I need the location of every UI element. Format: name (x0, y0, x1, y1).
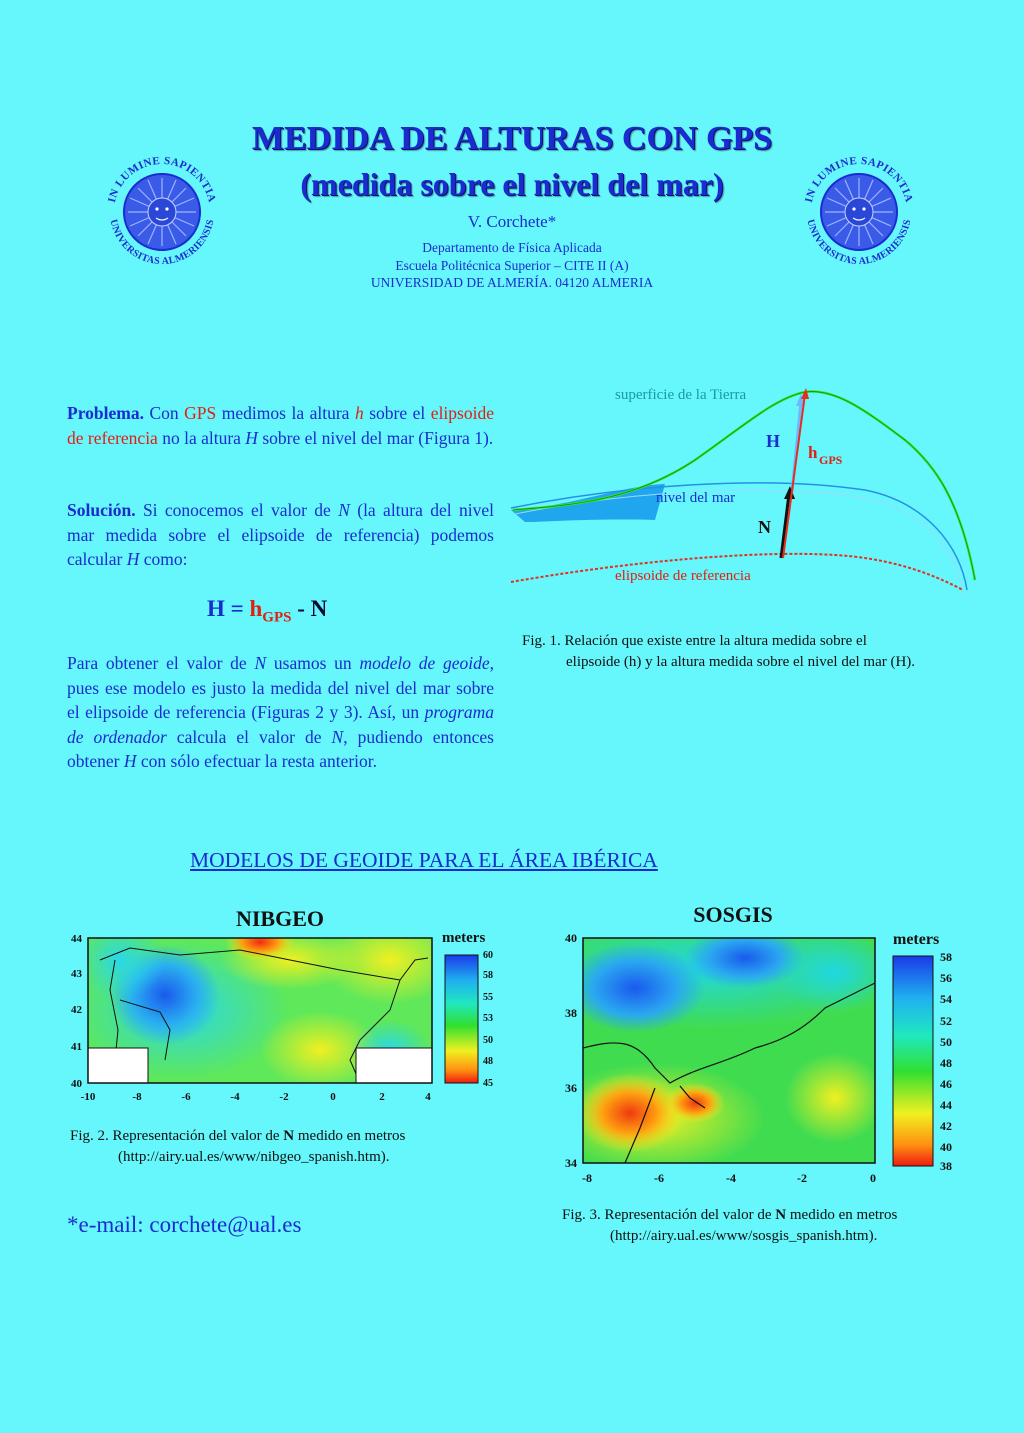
scale-tick: 58 (483, 970, 493, 981)
seal-top-text: IN LUMINE SAPIENTIA (803, 154, 915, 204)
N-label: N (758, 517, 771, 537)
sea-level-label: nivel del mar (656, 490, 736, 506)
figure1-caption-line1: Fig. 1. Relación que existe entre la altura medida sobre el (522, 633, 867, 649)
scale-tick: 56 (940, 971, 952, 985)
x-tick: 0 (870, 1171, 876, 1185)
x-tick: 4 (425, 1091, 431, 1103)
university-seal-right (797, 150, 922, 275)
y-tick: 38 (565, 1006, 577, 1020)
figure3-caption-line1: Fig. 3. Representación del valor de N medido en metros (562, 1207, 898, 1223)
figure3-scale-ticks (940, 950, 952, 1173)
poster-title: MEDIDA DE ALTURAS CON GPS (251, 120, 773, 157)
university-seal-left (100, 150, 225, 275)
x-tick: -4 (726, 1171, 736, 1185)
figure2-caption-line1: Fig. 2. Representación del valor de N medido en metros (70, 1128, 406, 1144)
y-tick: 34 (565, 1156, 577, 1170)
author: V. Corchete* (467, 212, 557, 231)
scale-tick: 38 (940, 1159, 952, 1173)
figure1-caption-line2: elipsoide (h) y la altura medida sobre el nivel del mar (H). (566, 654, 916, 670)
poster-subtitle: (medida sobre el nivel del mar) (300, 166, 724, 202)
scale-tick: 52 (940, 1014, 952, 1028)
scale-tick: 58 (940, 950, 952, 964)
figure3-x-axis (582, 1171, 876, 1185)
seal-bottom-text: UNIVERSITAS ALMERIENSIS (107, 218, 217, 268)
x-tick: -8 (132, 1091, 142, 1103)
scale-tick: 40 (940, 1140, 952, 1154)
x-tick: -6 (181, 1091, 191, 1103)
figure2-title: NIBGEO (235, 906, 325, 931)
geoid-model-paragraph: Para obtener el valor de N usamos un modelo de geoide, pues ese modelo es justo la medida del nivel del mar sobre el elipsoide de referencia (Figuras 2 y 3). Así, un programa de ordenador calcula el valor de N, pudiendo entonces obtener H con sólo efectuar la resta anterior. (67, 653, 495, 771)
seal-bottom-text: UNIVERSITAS ALMERIENSIS (804, 218, 914, 268)
h-label: h (808, 443, 818, 462)
figure2-x-axis (81, 1091, 432, 1103)
scale-tick: 44 (940, 1098, 952, 1112)
figure3-units: meters (893, 931, 940, 948)
figure3-title: SOSGIS (693, 902, 773, 927)
scale-tick: 54 (940, 992, 952, 1006)
nibgeo-field (70, 915, 460, 1090)
figure2-y-axis (71, 933, 83, 1090)
H-label: H (766, 431, 781, 451)
x-tick: -10 (80, 1091, 96, 1103)
scale-tick: 55 (483, 992, 493, 1003)
y-tick: 42 (71, 1004, 82, 1016)
y-tick: 40 (71, 1078, 82, 1090)
scale-tick: 42 (940, 1119, 952, 1133)
problem-paragraph: Problema. Con GPS medimos la altura h sobre el elipsoide de referencia no la altura H sobre el nivel del mar (Figura 1). (67, 403, 494, 448)
figure3-caption-line2: (http://airy.ual.es/www/sosgis_spanish.htm). (610, 1228, 878, 1244)
scale-tick: 60 (483, 950, 493, 961)
figure2-color-scale (445, 955, 478, 1083)
figure2-units: meters (442, 930, 486, 946)
x-tick: -6 (654, 1171, 664, 1185)
y-tick: 41 (71, 1041, 82, 1053)
figure2-map (60, 900, 500, 1110)
x-tick: -4 (230, 1091, 240, 1103)
y-tick: 40 (565, 931, 577, 945)
figure3-color-scale (893, 956, 933, 1166)
affiliation-school: Escuela Politécnica Superior – CITE II (A) (395, 258, 629, 273)
scale-tick: 45 (483, 1078, 493, 1089)
figure2-scale-ticks (483, 950, 493, 1089)
surface-label: superficie de la Tierra (615, 387, 747, 403)
affiliation-department: Departamento de Física Aplicada (422, 240, 602, 255)
y-tick: 36 (565, 1081, 577, 1095)
formula: $H = h_{GPS} - N$ (207, 596, 328, 626)
earth-surface-curve-outline (513, 392, 975, 580)
scale-tick: 48 (483, 1056, 493, 1067)
seal-top-text: IN LUMINE SAPIENTIA (106, 154, 218, 204)
scale-tick: 53 (483, 1013, 493, 1024)
contact-email: *e-mail: corchete@ual.es (67, 1212, 302, 1237)
figure1-diagram (505, 380, 985, 625)
y-tick: 44 (71, 933, 82, 945)
x-tick: 0 (330, 1091, 336, 1103)
affiliation-university: UNIVERSIDAD DE ALMERÍA. 04120 ALMERIA (370, 275, 654, 290)
h-subscript-label: GPS (819, 453, 843, 467)
x-tick: -2 (279, 1091, 289, 1103)
sosgis-field (555, 908, 895, 1173)
scale-tick: 48 (940, 1056, 952, 1070)
scale-tick: 50 (483, 1035, 493, 1046)
figure2-caption-line2: (http://airy.ual.es/www/nibgeo_spanish.htm). (118, 1149, 390, 1165)
y-tick: 43 (71, 968, 82, 980)
figure3-y-axis (565, 931, 577, 1170)
scale-tick: 46 (940, 1077, 952, 1091)
section-title: MODELOS DE GEOIDE PARA EL ÁREA IBÉRICA (190, 848, 658, 872)
hgps-arrow (783, 394, 805, 558)
scale-tick: 50 (940, 1035, 952, 1049)
earth-surface-curve (513, 392, 975, 580)
ellipsoid-label: elipsoide de referencia (615, 568, 751, 584)
x-tick: -8 (582, 1171, 592, 1185)
solution-paragraph: Solución. Si conocemos el valor de N (la altura del nivel mar medida sobre el elipsoide de referencia) podemos calcular H como: (67, 500, 494, 569)
figure3-map (555, 898, 975, 1188)
x-tick: 2 (379, 1091, 385, 1103)
x-tick: -2 (797, 1171, 807, 1185)
